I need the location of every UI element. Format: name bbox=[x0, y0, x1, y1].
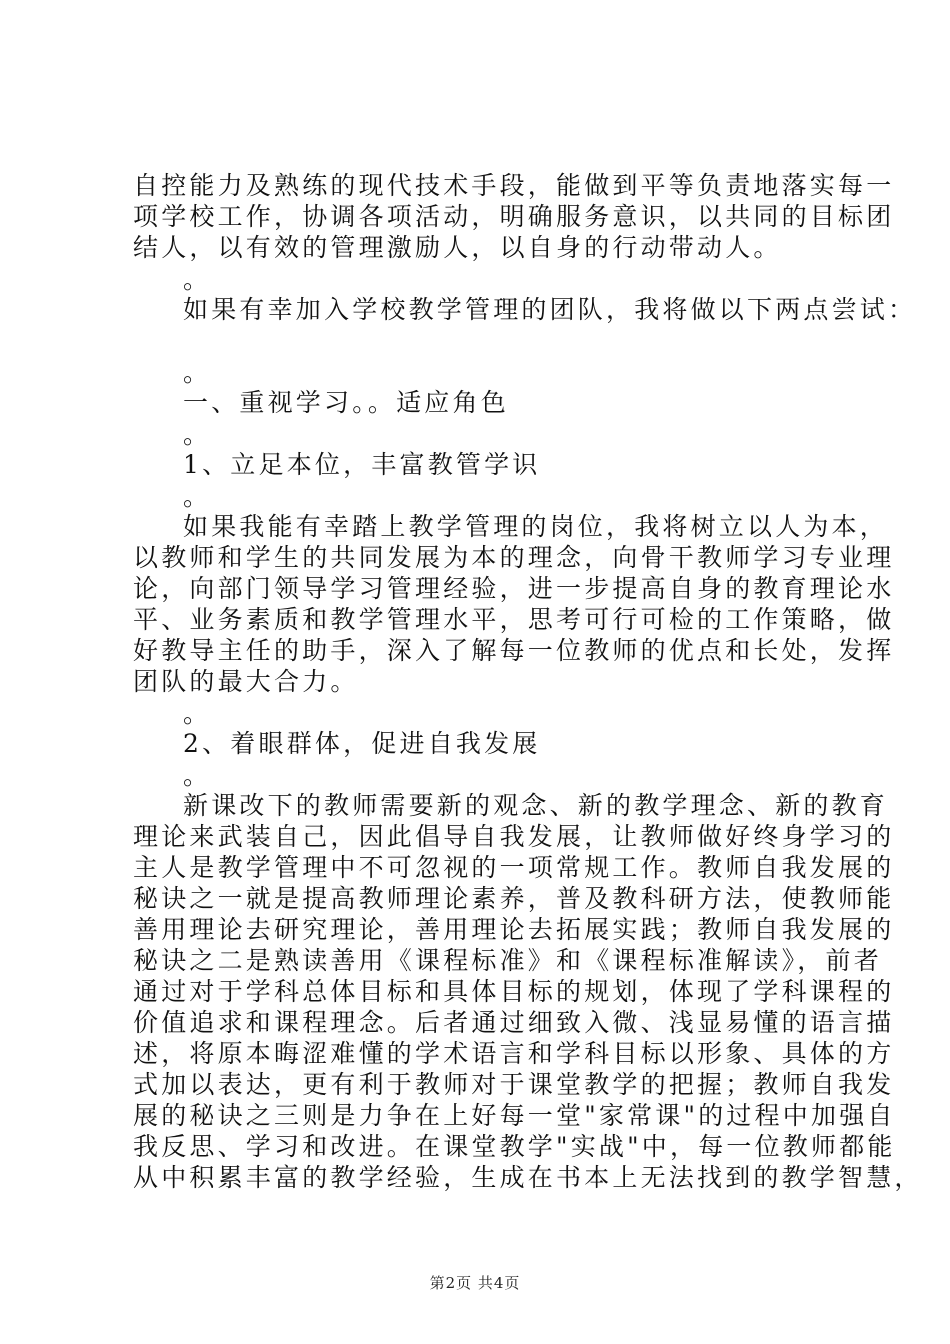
text-line: 结人，以有效的管理激励人，以自身的行动带动人。 bbox=[133, 233, 782, 262]
text-line: 主人是教学管理中不可忽视的一项常规工作。教师自我发展的 bbox=[133, 853, 895, 882]
text-line: 新课改下的教师需要新的观念、新的教学理念、新的教育 bbox=[183, 791, 889, 820]
text-line: 从中积累丰富的教学经验，生成在书本上无法找到的教学智慧， bbox=[133, 1163, 923, 1192]
text-line: 秘诀之一就是提高教师理论素养，普及教科研方法，使教师能 bbox=[133, 884, 895, 913]
text-line: 如果有幸加入学校教学管理的团队，我将做以下两点尝试： bbox=[183, 295, 917, 324]
text-line: 自控能力及熟练的现代技术手段，能做到平等负责地落实每一 bbox=[133, 171, 895, 200]
document-body bbox=[133, 170, 923, 1193]
punctuation-line: 。 bbox=[183, 482, 212, 511]
text-line: 1、立足本位，丰富教管学识 bbox=[183, 450, 541, 479]
text-line: 平、业务素质和教学管理水平，思考可行可检的工作策略，做 bbox=[133, 605, 895, 634]
text-line: 善用理论去研究理论，善用理论去拓展实践；教师自我发展的 bbox=[133, 915, 895, 944]
blank-line bbox=[133, 325, 845, 356]
page-number-footer: 第2页 共4页 bbox=[429, 1274, 521, 1292]
text-line: 好教导主任的助手，深入了解每一位教师的优点和长处，发挥 bbox=[133, 636, 895, 665]
text-line: 我反思、学习和改进。在课堂教学"实战"中，每一位教师都能 bbox=[133, 1132, 896, 1161]
text-line: 理论来武装自己，因此倡导自我发展，让教师做好终身学习的 bbox=[133, 822, 895, 851]
text-line: 以教师和学生的共同发展为本的理念，向骨干教师学习专业理 bbox=[133, 543, 895, 572]
text-line: 通过对于学科总体目标和具体目标的规划，体现了学科课程的 bbox=[133, 977, 895, 1006]
text-line: 展的秘诀之三则是力争在上好每一堂"家常课"的过程中加强自 bbox=[133, 1101, 896, 1130]
text-line: 式加以表达，更有利于教师对于课堂教学的把握；教师自我发 bbox=[133, 1070, 895, 1099]
punctuation-line: 。 bbox=[183, 699, 212, 728]
text-line: 秘诀之二是熟读善用《课程标准》和《课程标准解读》，前者 bbox=[133, 946, 882, 975]
text-line: 一、重视学习。。适应角色 bbox=[183, 388, 509, 417]
text-line: 述，将原本晦涩难懂的学术语言和学科目标以形象、具体的方 bbox=[133, 1039, 895, 1068]
text-line: 如果我能有幸踏上教学管理的岗位，我将树立以人为本， bbox=[183, 512, 889, 541]
text-line: 价值追求和课程理念。后者通过细致入微、浅显易懂的语言描 bbox=[133, 1008, 895, 1037]
punctuation-line: 。 bbox=[183, 265, 212, 294]
text-line: 项学校工作，协调各项活动，明确服务意识，以共同的目标团 bbox=[133, 202, 895, 231]
punctuation-line: 。 bbox=[183, 420, 212, 449]
text-line: 团队的最大合力。 bbox=[133, 667, 359, 696]
text-line: 论，向部门领导学习管理经验，进一步提高自身的教育理论水 bbox=[133, 574, 895, 603]
punctuation-line: 。 bbox=[183, 358, 212, 387]
punctuation-line: 。 bbox=[183, 761, 212, 790]
text-line: 2、着眼群体，促进自我发展 bbox=[183, 729, 541, 758]
